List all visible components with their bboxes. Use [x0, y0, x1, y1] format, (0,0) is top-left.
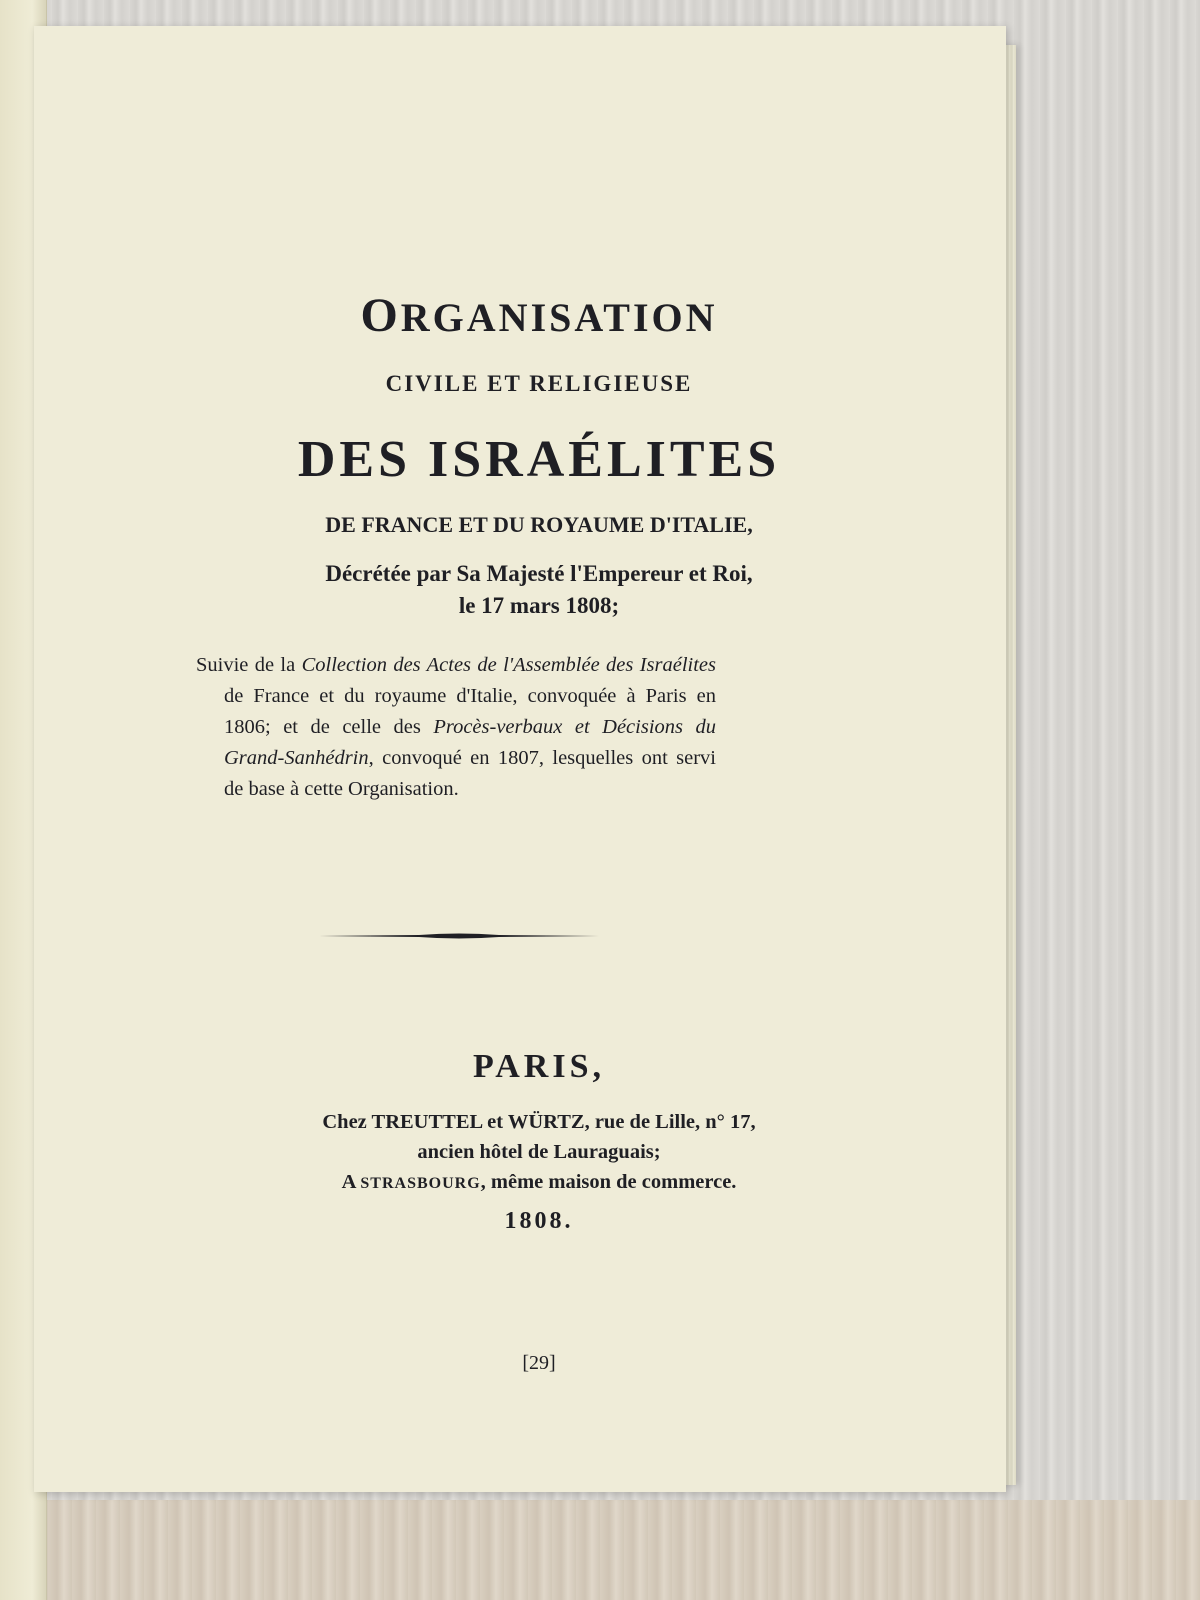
imprint-line-1: Chez TREUTTEL et WÜRTZ, rue de Lille, n° 17, — [322, 1111, 756, 1133]
title-israelites: DES ISRAÉLITES — [297, 431, 781, 488]
wooden-table-surface — [0, 1500, 1200, 1600]
imprint-city: PARIS, — [473, 1048, 605, 1085]
title-initial: O — [360, 289, 401, 342]
subtitle-civile: CIVILE ET RELIGIEUSE — [385, 371, 693, 396]
page-number: [29] — [522, 1352, 556, 1374]
suite-italic-2: Procès-verbaux et Décisions du Grand-Sanhédrin — [224, 716, 716, 769]
imprint-line-3-city: STRASBOURG — [360, 1175, 481, 1192]
title-rest: RGANISATION — [400, 295, 718, 340]
decorative-rule — [319, 932, 599, 940]
suite-part-3: , convoqué en 1807, lesquelles ont servi de base à cette Organisation. — [224, 747, 716, 800]
decree-line-1: Décrétée par Sa Majesté l'Empereur et Roi, — [325, 561, 753, 586]
suite-part-2: de France et du royaume d'Italie, convoquée à Paris en 1806; et de celle des — [224, 685, 716, 738]
book-page — [34, 26, 1006, 1492]
imprint-line-3 — [34, 1171, 1006, 1194]
imprint-line-2: ancien hôtel de Lauraguais; — [417, 1141, 661, 1163]
title-organisation — [34, 288, 1006, 343]
imprint-line-3-a: A — [341, 1171, 361, 1193]
decree-line-2: le 17 mars 1808; — [458, 593, 620, 618]
suite-italic-1: Collection des Actes de l'Assemblée des Israélites — [301, 654, 716, 676]
suite-part-1: Suivie de la — [196, 654, 302, 676]
suite-paragraph — [196, 650, 716, 805]
publication-year: 1808. — [504, 1208, 574, 1234]
imprint-line-3-b: , même maison de commerce. — [480, 1171, 737, 1193]
subtitle-france-italie: DE FRANCE ET DU ROYAUME D'ITALIE, — [325, 512, 753, 537]
